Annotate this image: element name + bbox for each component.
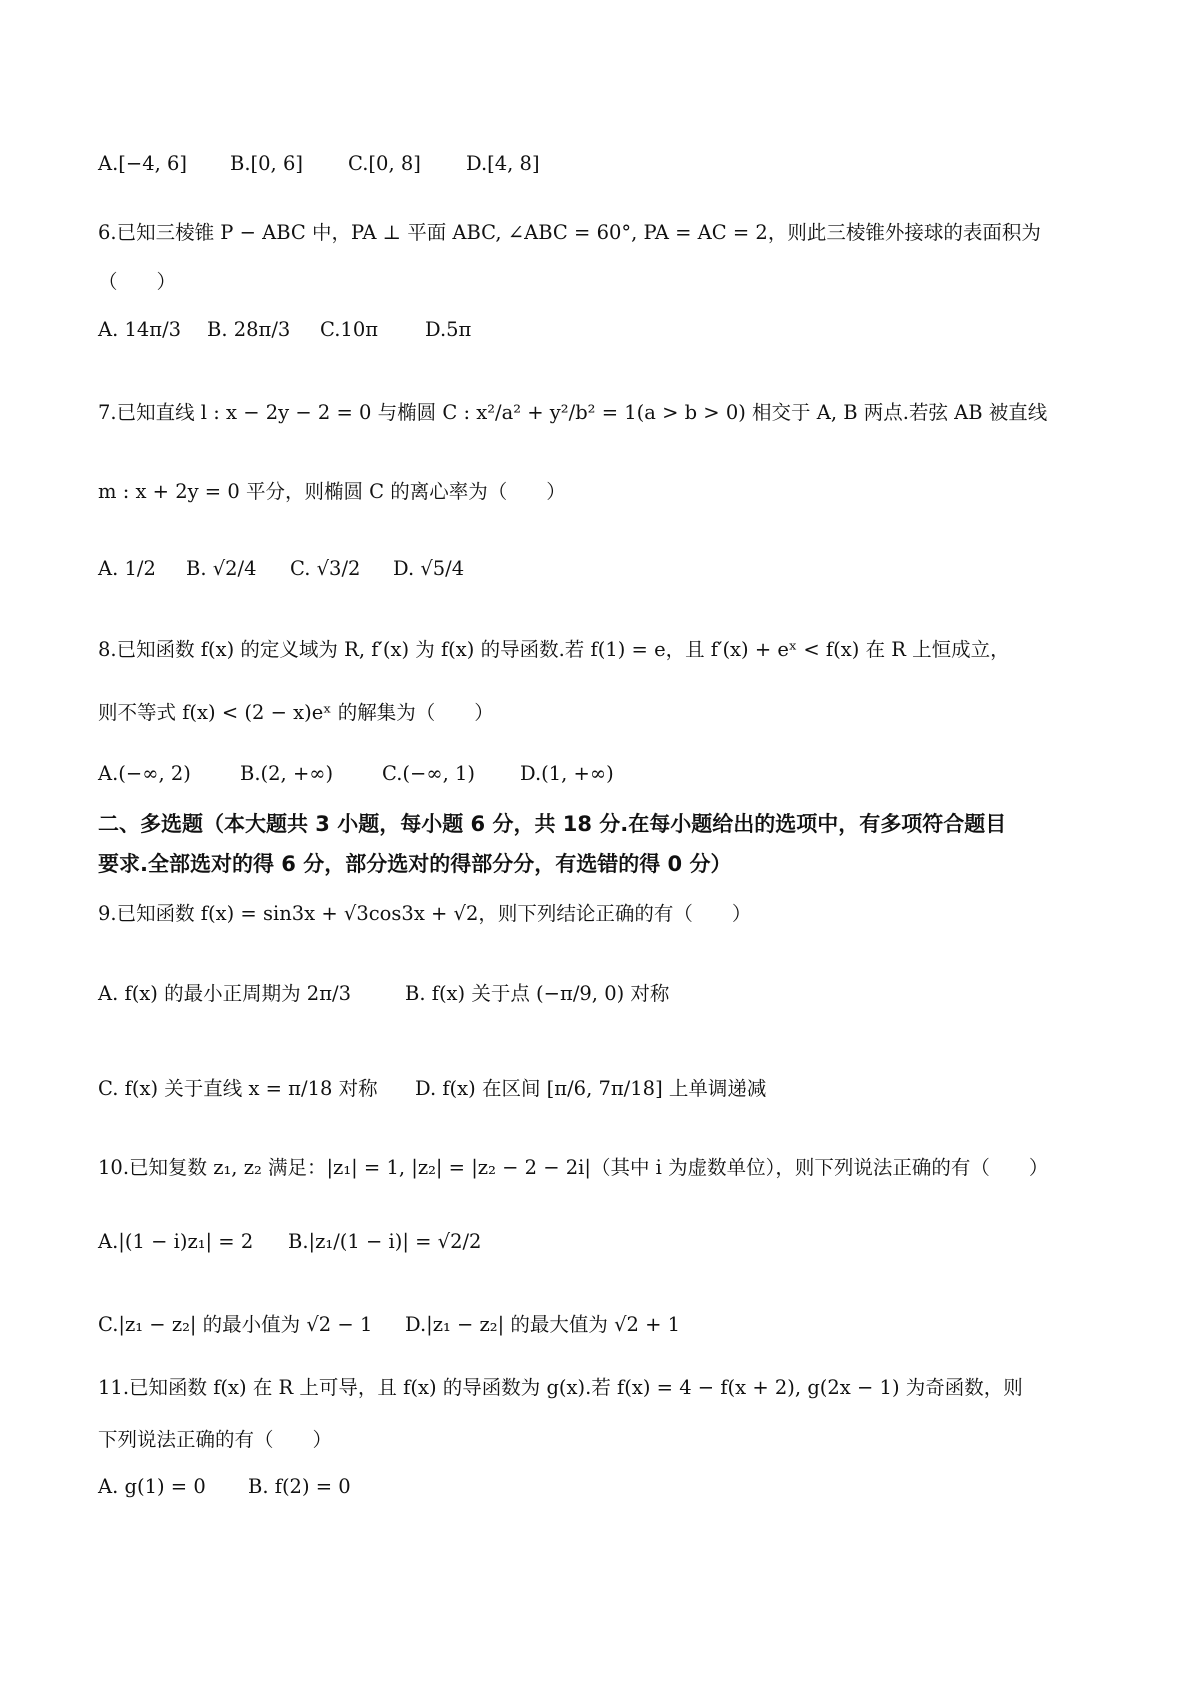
q11-stem: 11.已知函数 f(x) 在 R 上可导，且 f(x) 的导函数为 g(x).若 f(x) = 4 − f(x + 2), g(2x − 1) 为奇函数，则 bbox=[98, 1376, 1023, 1399]
q7-option-c: C. √3/2 bbox=[290, 557, 361, 580]
q6-stem: 6.已知三棱锥 P − ABC 中，PA ⊥ 平面 ABC, ∠ABC = 60°, PA = AC = 2，则此三棱锥外接球的表面积为 bbox=[98, 221, 1041, 244]
q9-option-b: B. f(x) 关于点 (−π/9, 0) 对称 bbox=[405, 982, 670, 1005]
q7-option-d: D. √5/4 bbox=[393, 557, 465, 580]
q5-option-d: D.[4, 8] bbox=[466, 152, 540, 175]
q8-option-b: B.(2, +∞) bbox=[240, 762, 334, 785]
q6-option-d: D.5π bbox=[425, 318, 472, 341]
q5-option-b: B.[0, 6] bbox=[230, 152, 303, 175]
q8-option-d: D.(1, +∞) bbox=[520, 762, 614, 785]
q9-option-d: D. f(x) 在区间 [π/6, 7π/18] 上单调递减 bbox=[415, 1077, 767, 1100]
q7-option-b: B. √2/4 bbox=[186, 557, 257, 580]
q11-option-a: A. g(1) = 0 bbox=[98, 1475, 206, 1498]
q6-option-a: A. 14π/3 bbox=[98, 318, 182, 341]
q7-option-a: A. 1/2 bbox=[98, 557, 156, 580]
q8-option-a: A.(−∞, 2) bbox=[98, 762, 191, 785]
q5-option-c: C.[0, 8] bbox=[348, 152, 421, 175]
q6-blank: （ ） bbox=[98, 270, 177, 293]
q10-option-c: C.|z₁ − z₂| 的最小值为 √2 − 1 bbox=[98, 1313, 373, 1336]
q9-stem: 9.已知函数 f(x) = sin3x + √3cos3x + √2，则下列结论正确的有（ ） bbox=[98, 902, 752, 925]
q8-stem-2: 则不等式 f(x) < (2 − x)eˣ 的解集为（ ） bbox=[98, 701, 494, 724]
q7-stem: 7.已知直线 l : x − 2y − 2 = 0 与椭圆 C : x²/a² + y²/b² = 1(a > b > 0) 相交于 A, B 两点.若弦 AB 被直线 bbox=[98, 401, 1048, 424]
q10-option-a: A.|(1 − i)z₁| = 2 bbox=[98, 1230, 254, 1253]
q9-option-c: C. f(x) 关于直线 x = π/18 对称 bbox=[98, 1077, 378, 1100]
section-2-heading-line1: 二、多选题（本大题共 3 小题，每小题 6 分，共 18 分.在每小题给出的选项中，有多项符合题目 bbox=[98, 812, 1007, 836]
q7-stem-2: m : x + 2y = 0 平分，则椭圆 C 的离心率为（ ） bbox=[98, 480, 566, 503]
q8-option-c: C.(−∞, 1) bbox=[382, 762, 476, 785]
q11-stem-2: 下列说法正确的有（ ） bbox=[98, 1428, 333, 1451]
q10-stem: 10.已知复数 z₁, z₂ 满足：|z₁| = 1, |z₂| = |z₂ − 2 − 2i|（其中 i 为虚数单位），则下列说法正确的有（ ） bbox=[98, 1156, 1049, 1179]
q9-option-a: A. f(x) 的最小正周期为 2π/3 bbox=[98, 982, 352, 1005]
q6-option-b: B. 28π/3 bbox=[207, 318, 291, 341]
q5-option-a: A.[−4, 6] bbox=[98, 152, 188, 175]
q10-option-d: D.|z₁ − z₂| 的最大值为 √2 + 1 bbox=[405, 1313, 681, 1336]
section-2-heading-line2: 要求.全部选对的得 6 分，部分选对的得部分分，有选错的得 0 分） bbox=[98, 852, 732, 876]
q8-stem: 8.已知函数 f(x) 的定义域为 R, f′(x) 为 f(x) 的导函数.若 f(1) = e，且 f′(x) + eˣ < f(x) 在 R 上恒成立， bbox=[98, 638, 1010, 661]
q11-option-b: B. f(2) = 0 bbox=[248, 1475, 351, 1498]
q10-option-b: B.|z₁/(1 − i)| = √2/2 bbox=[288, 1230, 482, 1253]
q6-option-c: C.10π bbox=[320, 318, 379, 341]
